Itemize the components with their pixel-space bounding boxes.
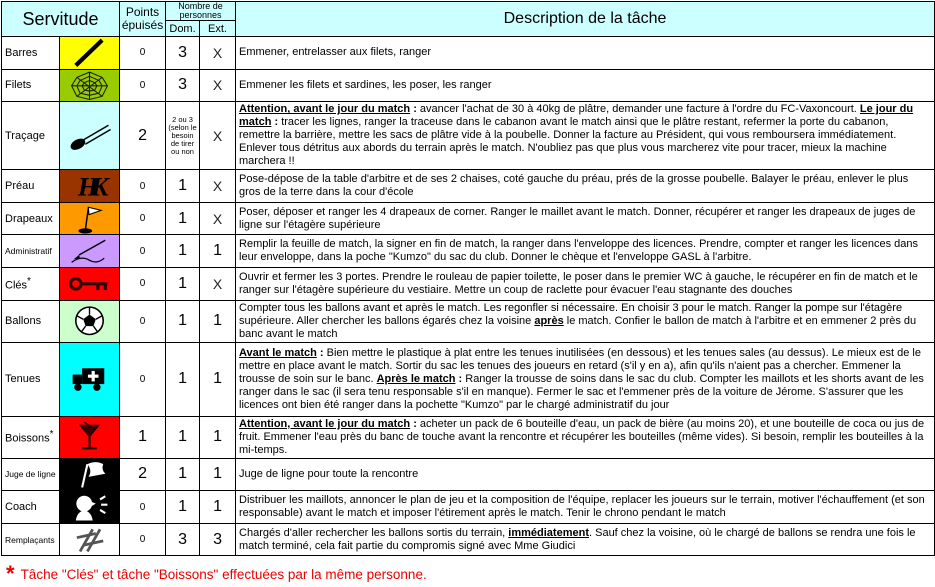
ext-count: 3: [200, 523, 236, 556]
task-description: [236, 69, 935, 102]
points-value: 0: [120, 268, 166, 301]
points-value: 0: [120, 170, 166, 203]
description-segment: Le jour du match: [239, 103, 914, 129]
task-star-marker: *: [27, 276, 31, 288]
description-segment: Compter tous les ballons avant et après le match. Les regonfler si nécessaire. En choisir 3 pour le match. Ranger la pompe sur l'étagère supérieure. Aller chercher les ballons égarés chez la voisine: [239, 301, 903, 327]
svg-text:HK: HK: [77, 172, 102, 202]
dom-count: 1: [166, 458, 200, 491]
task-row: [2, 342, 935, 416]
description-segment: :: [410, 103, 420, 116]
task-row: [2, 523, 935, 556]
description-segment: immédiatement: [508, 526, 589, 539]
monogram-icon: [60, 170, 120, 203]
description-segment: Poser, déposer et ranger les 4 drapeaux de corner. Ranger le maillet avant le match. Donner, récupérer et ranger les drapeaux de juges de ligne sur l'étagère supérieure: [239, 205, 916, 231]
task-name-label: Administratif: [5, 246, 52, 257]
task-description: [236, 458, 935, 491]
task-description: [236, 170, 935, 203]
task-name: [2, 523, 60, 556]
task-table: [1, 1, 935, 556]
paintbrush-icon: [60, 102, 120, 170]
dom-count: 1: [166, 202, 200, 235]
task-name: [2, 69, 60, 102]
dom-count: 3: [166, 69, 200, 102]
description-segment: Après le match: [376, 372, 456, 385]
soccer-ball-icon: [60, 300, 120, 342]
task-name: [2, 202, 60, 235]
corner-flag-icon: [60, 202, 120, 235]
asterisk-marker: *: [6, 561, 15, 587]
ext-count: X: [200, 268, 236, 301]
task-row: [2, 37, 935, 70]
description-segment: :: [410, 417, 420, 430]
points-value: 2: [120, 102, 166, 170]
task-name-label: Tenues: [5, 373, 41, 386]
points-value: 0: [120, 342, 166, 416]
description-segment: Emmener, entrelasser aux filets, ranger: [239, 46, 431, 59]
task-name: [2, 102, 60, 170]
points-value: 0: [120, 69, 166, 102]
description-segment: Distribuer les maillots, annoncer le plan de jeu et la composition de l'équipe, replacer les joueurs sur le terrain, motiver l'échauffement (et son responsable) avant le match et imposer l'étirement après le match. Tenir le chrono pendant le match: [239, 494, 925, 520]
points-value: 0: [120, 235, 166, 268]
description-segment: Pose-dépose de la table d'arbitre et de ses 2 chaises, coté gauche du préau, prés de la grosse poubelle. Balayer le préau, enlever le plus gros de la terre dans la cour d'école: [239, 173, 909, 199]
task-row: [2, 102, 935, 170]
task-name-label: Boissons: [5, 432, 50, 445]
description-segment: Bien mettre le plastique à plat entre les tenues inutilisées (en dessous) et les tenues sales (au dessus). Le mieux est de le mettre en place avant le match. Sortir du sac les tenues des joueurs en retard (s'il y en a), afin qu'ils n'aient pas a chercher. Emmener la trousse de soin sur le banc.: [239, 346, 921, 385]
description-segment: le match. Confier le ballon de match à l'arbitre et en emmener 2 près du banc avant le match: [239, 314, 917, 340]
task-row: [2, 416, 935, 458]
ext-count: 1: [200, 491, 236, 524]
task-name: [2, 458, 60, 491]
column-header-description: Description de la tâche: [236, 2, 935, 37]
points-value: 0: [120, 300, 166, 342]
task-name: [2, 235, 60, 268]
column-header-points: Points épuisés: [120, 2, 166, 37]
ext-count: 1: [200, 416, 236, 458]
task-description: [236, 235, 935, 268]
task-row: [2, 69, 935, 102]
linesman-flag-icon: [60, 458, 120, 491]
dom-count: 3: [166, 523, 200, 556]
column-header-dom: Dom.: [166, 21, 200, 37]
description-segment: :: [271, 116, 282, 129]
dom-count: 1: [166, 491, 200, 524]
task-description: [236, 491, 935, 524]
ext-count: 1: [200, 342, 236, 416]
dom-count: 1: [166, 342, 200, 416]
task-name-label: Clés: [5, 279, 28, 292]
points-value: 0: [120, 37, 166, 70]
key-icon: [60, 268, 120, 301]
task-name-label: Coach: [5, 501, 37, 514]
footnote-text: Tâche "Clés" et tâche "Boissons" effectuées par la même personne.: [20, 567, 427, 583]
task-description: [236, 102, 935, 170]
description-segment: Ranger la trousse de soins dans le sac du club. Compter les maillots et les shorts avant de les ranger dans le sac (il sera tenu responsable s'il en manque). Fermer le sac et l'emmener près de la voiture de Jérome. S'assurer que les licences ont bien été ranger dans la pochette "Kumzo" par le chargé administratif du jour: [239, 372, 924, 411]
task-row: [2, 268, 935, 301]
task-name: [2, 268, 60, 301]
dom-count: 1: [166, 170, 200, 203]
task-name-label: Barres: [5, 46, 38, 59]
description-segment: Attention, avant le jour du match: [239, 103, 411, 116]
task-description: [236, 202, 935, 235]
footnote: [6, 561, 935, 587]
runners-icon: [60, 523, 120, 556]
task-name: [2, 416, 60, 458]
description-segment: Juge de ligne pour toute la rencontre: [239, 467, 419, 480]
points-value: 0: [120, 491, 166, 524]
task-name-label: Préau: [5, 180, 35, 193]
column-header-personnes: Nombre de personnes: [166, 2, 236, 21]
column-header-ext: Ext.: [200, 21, 236, 37]
dom-count: 3: [166, 37, 200, 70]
task-description: [236, 300, 935, 342]
task-row: [2, 300, 935, 342]
net-icon: [60, 69, 120, 102]
description-segment: . Sauf chez la voisine, où le chargé de ballons se rendra une fois le match terminé, cela fait partie du compromis signé avec Mme Giudici: [239, 526, 916, 552]
description-segment: Emmener les filets et sardines, les poser, les ranger: [239, 78, 492, 91]
task-row: [2, 491, 935, 524]
task-description: [236, 37, 935, 70]
task-name: [2, 342, 60, 416]
task-row: [2, 235, 935, 268]
description-segment: Chargés d'aller rechercher les ballons sortis du terrain,: [239, 526, 509, 539]
points-value: 2: [120, 458, 166, 491]
description-segment: Ouvrir et fermer les 3 portes. Prendre le rouleau de papier toilette, le poser dans le premier WC à gauche, le récupérer en fin de match et le ranger sur l'étagère supérieure du vestiaire. Mettre un coup de raclette pour évacuer l'eau stagnante des douches: [239, 270, 918, 296]
dom-count: 1: [166, 300, 200, 342]
task-name-label: Traçage: [5, 129, 45, 142]
points-value: 0: [120, 202, 166, 235]
writing-hand-icon: [60, 235, 120, 268]
ext-count: X: [200, 69, 236, 102]
cocktail-icon: [60, 416, 120, 458]
points-value: 0: [120, 523, 166, 556]
task-name-label: Juge de ligne: [5, 469, 56, 480]
description-segment: Remplir la feuille de match, la signer en fin de match, la ranger dans l'enveloppe des licences. Prendre, compter et ranger les licences dans leur enveloppe, dans la poche "Kumzo" du sac du club. Donner le chèque et l'enveloppe GASL à l'arbitre.: [239, 238, 918, 264]
description-segment: avancer l'achat de 30 à 40kg de plâtre, demander une facture à l'ordre du FC-Vaxoncourt.: [419, 103, 860, 116]
dom-count: 1: [166, 416, 200, 458]
task-name: [2, 170, 60, 203]
task-name: [2, 491, 60, 524]
task-description: [236, 416, 935, 458]
task-description: [236, 523, 935, 556]
ext-count: 1: [200, 235, 236, 268]
points-value: 1: [120, 416, 166, 458]
task-name-label: Filets: [5, 79, 32, 92]
task-row: [2, 170, 935, 203]
task-name: [2, 300, 60, 342]
column-header-servitude: Servitude: [2, 2, 120, 37]
kit-truck-icon: [60, 342, 120, 416]
description-segment: tracer les lignes, ranger la traceuse dans le cabanon avant le match ainsi que le plâtre restant, refermer la porte du cabanon, remettre la barrière, mettre les sacs de plâtre vide à la poubelle. Donner la facture au Président, qui vous remboursera immédiatement. Enlever tous détritus aux abords du terrain après le match. N'oubliez pas que plus vous marcherez vite pour tracer, mieux la machine marchera !!: [239, 116, 897, 168]
ext-count: X: [200, 37, 236, 70]
task-star-marker: *: [49, 429, 54, 441]
ext-count: X: [200, 102, 236, 170]
dom-count: 1: [166, 268, 200, 301]
ext-count: 1: [200, 458, 236, 491]
ext-count: X: [200, 202, 236, 235]
description-segment: acheter un pack de 6 bouteille d'eau, un pack de bière (au moins 20), et une bouteille de coca ou jus de fruit. Emmener l'eau près du banc de touche avant la rencontre et récupérer les bouteilles (même vides). Si besoin, remplir les bouteilles à la mi-temps.: [239, 417, 925, 456]
task-name-label: Drapeaux: [5, 212, 53, 225]
description-segment: Attention, avant le jour du match: [239, 417, 411, 430]
task-name-label: Remplaçants: [5, 534, 55, 545]
task-row: [2, 202, 935, 235]
description-segment: :: [455, 372, 466, 385]
task-description: [236, 342, 935, 416]
dom-count: 2 ou 3 (selon le besoin de tirer ou non: [166, 102, 200, 170]
description-segment: après: [534, 314, 564, 327]
header-row-1: [2, 2, 935, 21]
task-name-label: Ballons: [5, 315, 42, 328]
slash-icon: [60, 37, 120, 70]
task-description: [236, 268, 935, 301]
task-name: [2, 37, 60, 70]
task-table-body: [2, 37, 935, 556]
task-row: [2, 458, 935, 491]
description-segment: :: [316, 346, 327, 359]
ext-count: 1: [200, 300, 236, 342]
dom-count: 1: [166, 235, 200, 268]
description-segment: Avant le match: [239, 346, 317, 359]
ext-count: X: [200, 170, 236, 203]
shouting-head-icon: [60, 491, 120, 524]
